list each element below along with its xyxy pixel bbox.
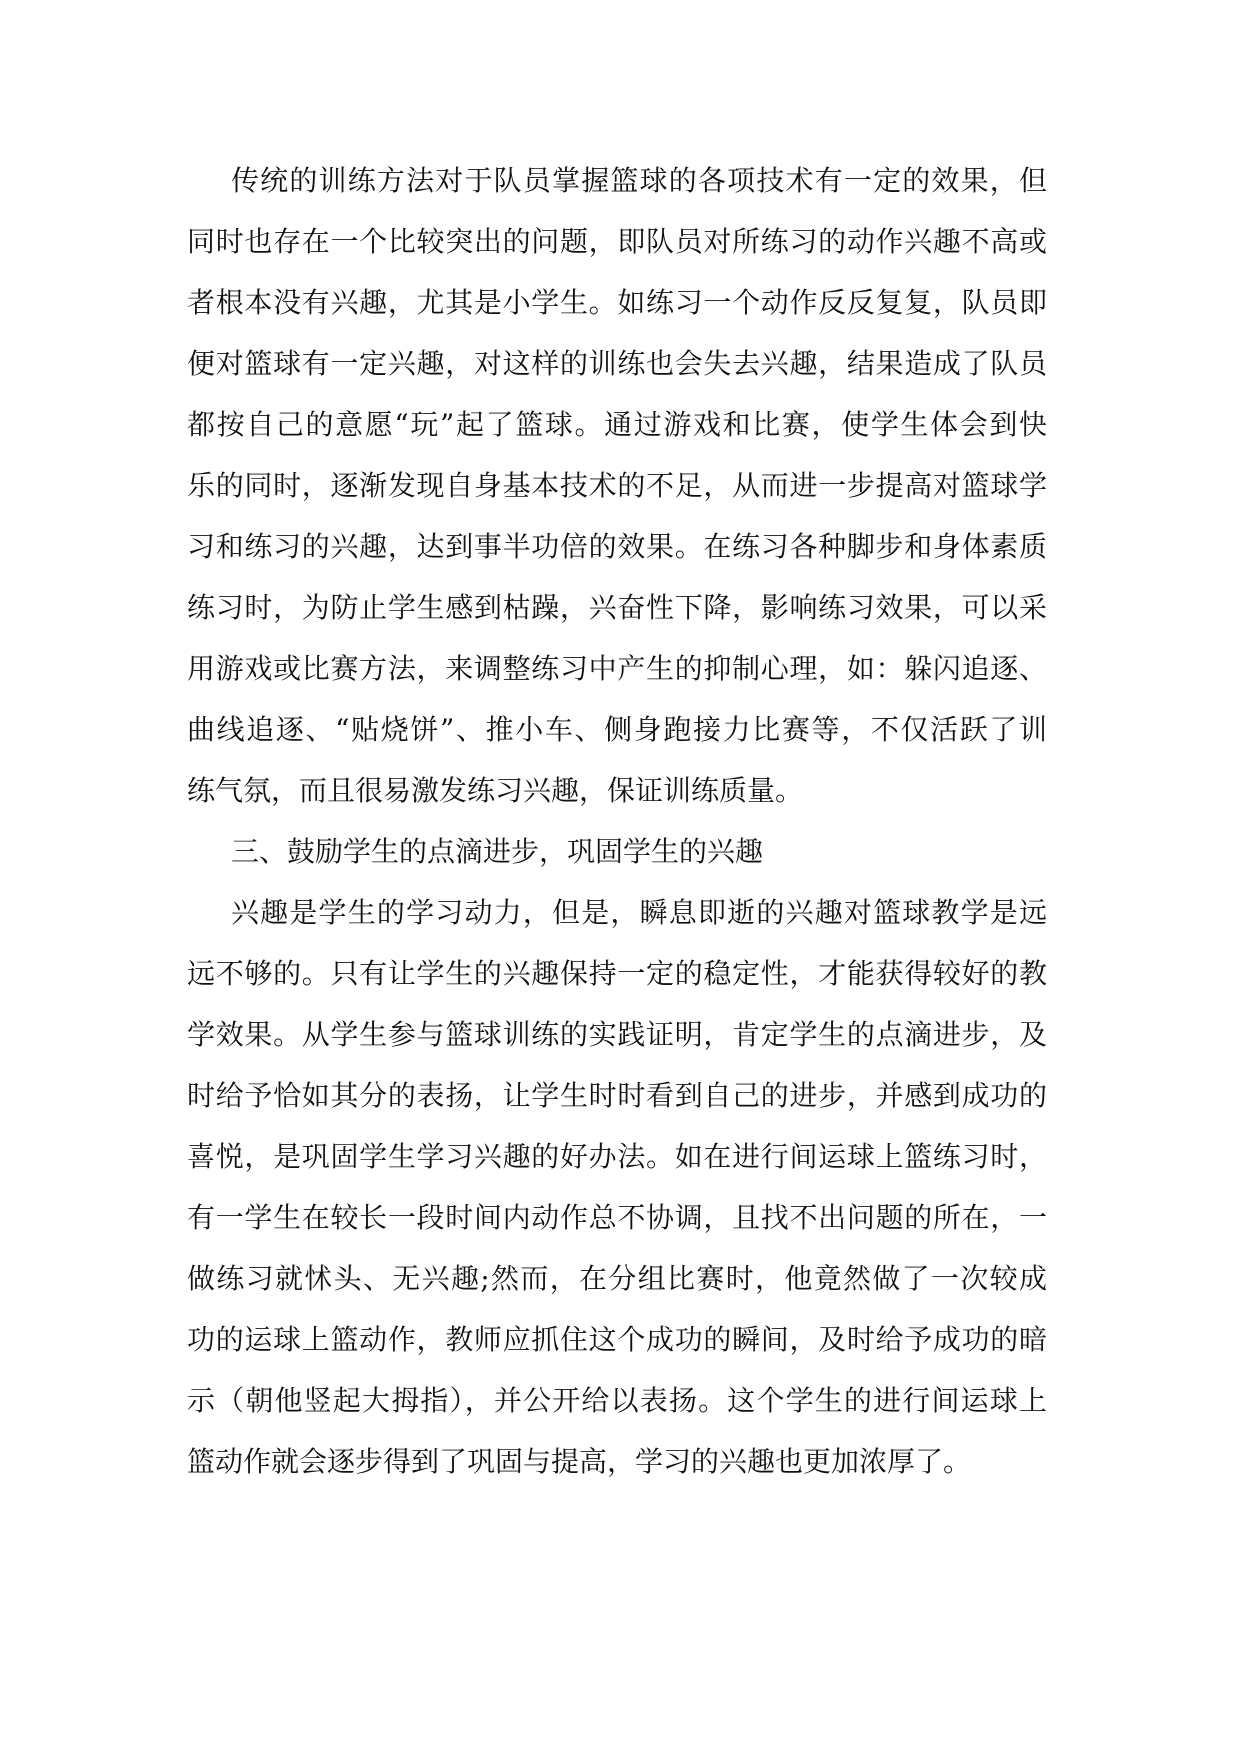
paragraph-line: 乐的同时，逐渐发现自身基本技术的不足，从而进一步提高对篮球学 bbox=[187, 469, 1047, 502]
paragraph-line: 用游戏或比赛方法，来调整练习中产生的抑制心理，如：躲闪追逐、 bbox=[187, 652, 1047, 685]
paragraph-line: 功的运球上篮动作，教师应抓住这个成功的瞬间，及时给予成功的暗 bbox=[187, 1323, 1047, 1356]
paragraph-line: 篮动作就会逐步得到了巩固与提高，学习的兴趣也更加浓厚了。 bbox=[187, 1445, 972, 1478]
paragraph-line: 学效果。从学生参与篮球训练的实践证明，肯定学生的点滴进步，及 bbox=[187, 1018, 1047, 1051]
paragraph-line: 曲线追逐、“贴烧饼”、推小车、侧身跑接力比赛等，不仅活跃了训 bbox=[187, 713, 1047, 746]
paragraph-interest-stability bbox=[187, 882, 1047, 1492]
section-heading-text: 三、鼓励学生的点滴进步，巩固学生的兴趣 bbox=[231, 835, 764, 868]
paragraph-line: 兴趣是学生的学习动力，但是，瞬息即逝的兴趣对篮球教学是远 bbox=[231, 896, 1047, 929]
paragraph-line: 远不够的。只有让学生的兴趣保持一定的稳定性，才能获得较好的教 bbox=[187, 957, 1047, 990]
paragraph-line: 同时也存在一个比较突出的问题，即队员对所练习的动作兴趣不高或 bbox=[187, 225, 1047, 258]
paragraph-line: 喜悦，是巩固学生学习兴趣的好办法。如在进行间运球上篮练习时， bbox=[187, 1140, 1047, 1173]
paragraph-line: 做练习就怵头、无兴趣;然而，在分组比赛时，他竟然做了一次较成 bbox=[187, 1262, 1047, 1295]
paragraph-traditional-training bbox=[187, 150, 1047, 821]
document-body bbox=[187, 150, 1047, 1492]
section-heading bbox=[187, 821, 1047, 882]
paragraph-line: 传统的训练方法对于队员掌握篮球的各项技术有一定的效果，但 bbox=[231, 164, 1047, 197]
paragraph-line: 都按自己的意愿“玩”起了篮球。通过游戏和比赛，使学生体会到快 bbox=[187, 408, 1047, 441]
paragraph-line: 练习时，为防止学生感到枯躁，兴奋性下降，影响练习效果，可以采 bbox=[187, 591, 1047, 624]
paragraph-line: 练气氛，而且很易激发练习兴趣，保证训练质量。 bbox=[187, 774, 804, 807]
paragraph-line: 者根本没有兴趣，尤其是小学生。如练习一个动作反反复复，队员即 bbox=[187, 286, 1047, 319]
paragraph-line: 有一学生在较长一段时间内动作总不协调，且找不出问题的所在，一 bbox=[187, 1201, 1047, 1234]
paragraph-line: 便对篮球有一定兴趣，对这样的训练也会失去兴趣，结果造成了队员 bbox=[187, 347, 1047, 380]
paragraph-line: 示（朝他竖起大拇指），并公开给以表扬。这个学生的进行间运球上 bbox=[187, 1384, 1047, 1417]
paragraph-line: 时给予恰如其分的表扬，让学生时时看到自己的进步，并感到成功的 bbox=[187, 1079, 1047, 1112]
paragraph-line: 习和练习的兴趣，达到事半功倍的效果。在练习各种脚步和身体素质 bbox=[187, 530, 1047, 563]
